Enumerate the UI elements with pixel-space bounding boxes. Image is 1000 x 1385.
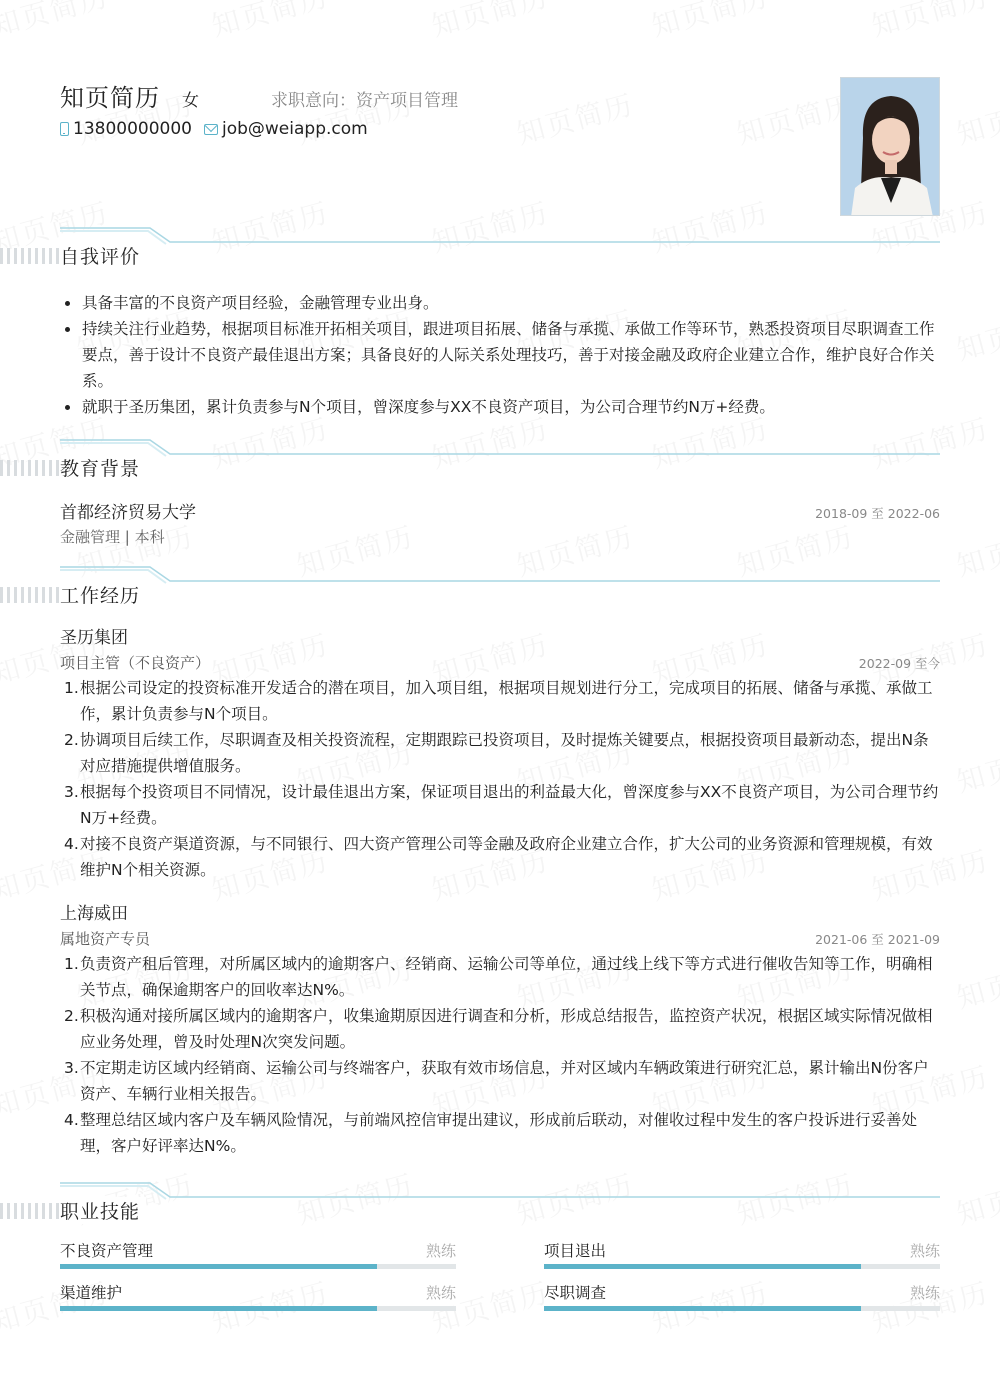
job-date: 2022-09 至今 xyxy=(858,656,940,671)
list-item: 2. 协调项目后续工作，尽职调查及相关投资流程，定期跟踪已投资项目，及时提炼关键要点，根据投资项目最新动态，提出N条对应措施提供增值服务。 xyxy=(64,731,929,775)
list-item: 就职于圣历集团，累计负责参与N个项目，曾深度参与XX不良资产项目，为公司合理节约N万+经费。 xyxy=(60,394,940,420)
list-item: 1. 根据公司设定的投资标准开发适合的潜在项目，加入项目组，根据项目规划进行分工，完成项目的拓展、储备与承揽、承做工作，累计负责参与N个项目。 xyxy=(64,679,933,723)
section-header xyxy=(60,565,940,615)
skill-bar-fill xyxy=(544,1264,861,1269)
job-role-row xyxy=(60,928,940,949)
job-intent: 求职意向：资产项目管理 xyxy=(271,91,458,111)
skill-bar xyxy=(60,1264,456,1269)
job-entry xyxy=(60,623,940,883)
section-title: 工作经历 xyxy=(60,581,146,608)
section-title: 自我评价 xyxy=(60,242,146,269)
education-row xyxy=(60,498,940,523)
list-item: 4. 对接不良资产渠道资源，与不同银行、四大资产管理公司等金融及政府企业建立合作，扩大公司的业务资源和管理规模，有效维护N个相关资源。 xyxy=(64,835,933,879)
section-header xyxy=(60,1181,940,1231)
list-item: 3. 不定期走访区域内经销商、运输公司与终端客户，获取有效市场信息，并对区域内车辆政策进行研究汇总，累计输出N份客户资产、车辆行业相关报告。 xyxy=(64,1059,929,1103)
education-section xyxy=(60,438,940,547)
section-title: 职业技能 xyxy=(60,1197,146,1224)
skill-item xyxy=(544,1239,940,1269)
list-item: 2. 积极沟通对接所属区域内的逾期客户，收集逾期原因进行调查和分析，形成总结报告，监控资产状况，根据区域实际情况做相应业务处理，曾及时处理N次突发问题。 xyxy=(64,1007,933,1051)
list-item: 3. 根据每个投资项目不同情况，设计最佳退出方案，保证项目退出的利益最大化，曾深度参与XX不良资产项目，为公司合理节约N万+经费。 xyxy=(64,783,939,827)
skill-bar-fill xyxy=(544,1306,861,1311)
list-item: 1. 负责资产租后管理，对所属区域内的逾期客户、经销商、运输公司等单位，通过线上线下等方式进行催收告知等工作，明确相关节点，确保逾期客户的回收率达N%。 xyxy=(64,955,933,999)
job-role: 属地资产专员 xyxy=(60,930,151,948)
job-role-row xyxy=(60,652,940,673)
list-item: 持续关注行业趋势，根据项目标准开拓相关项目，跟进项目拓展、储备与承揽、承做工作等环节，熟悉投资项目尽职调查工作要点，善于设计不良资产最佳退出方案；具备良好的人际关系处理技巧，善于对接金融及政府企业建立合作，维护良好合作关系。 xyxy=(60,316,940,394)
skill-bar-fill xyxy=(60,1306,377,1311)
skill-level: 熟练 xyxy=(425,1242,456,1260)
email-address: job@weiapp.com xyxy=(221,119,368,139)
job-duties xyxy=(60,951,940,1159)
self-eval-list xyxy=(60,290,940,420)
section-divider xyxy=(60,226,940,246)
phone-icon xyxy=(60,122,69,136)
skill-name: 渠道维护 xyxy=(60,1284,123,1302)
skill-bar-fill xyxy=(60,1264,377,1269)
skill-name: 尽职调查 xyxy=(544,1284,607,1302)
skill-level: 熟练 xyxy=(909,1242,940,1260)
skill-item xyxy=(544,1281,940,1311)
candidate-gender: 女 xyxy=(182,91,199,111)
skill-item xyxy=(60,1239,456,1269)
section-divider xyxy=(60,438,940,458)
skill-name: 项目退出 xyxy=(544,1242,607,1260)
skill-bar xyxy=(544,1264,940,1269)
skills-section xyxy=(60,1181,940,1323)
skill-item xyxy=(60,1281,456,1311)
education-date: 2018-09 至 2022-06 xyxy=(815,506,940,521)
self-evaluation-section xyxy=(60,226,940,420)
section-header xyxy=(60,438,940,488)
section-header xyxy=(60,226,940,276)
list-item: 4. 整理总结区域内客户及车辆风险情况，与前端风控信审提出建议，形成前后联动，对催收过程中发生的客户投诉进行妥善处理，客户好评率达N%。 xyxy=(64,1111,918,1155)
job-duties xyxy=(60,675,940,883)
avatar xyxy=(840,77,940,216)
job-date: 2021-06 至 2021-09 xyxy=(815,932,940,947)
education-major: 金融管理 | 本科 xyxy=(60,528,165,546)
contact-row xyxy=(60,119,940,139)
phone-contact xyxy=(60,119,192,139)
school-name: 首都经济贸易大学 xyxy=(60,503,196,523)
skill-level: 熟练 xyxy=(909,1284,940,1302)
avatar-portrait xyxy=(841,78,940,216)
skills-grid xyxy=(60,1239,940,1323)
name-row xyxy=(60,78,940,113)
section-divider xyxy=(60,565,940,585)
job-company: 圣历集团 xyxy=(60,628,128,648)
skill-bar xyxy=(60,1306,456,1311)
skill-level: 熟练 xyxy=(425,1284,456,1302)
resume-header xyxy=(60,0,940,200)
skill-bar xyxy=(544,1306,940,1311)
skill-name: 不良资产管理 xyxy=(60,1242,154,1260)
job-role: 项目主管（不良资产） xyxy=(60,654,211,672)
work-section xyxy=(60,565,940,1159)
list-item: 具备丰富的不良资产项目经验，金融管理专业出身。 xyxy=(60,290,940,316)
candidate-name: 知页简历 xyxy=(60,84,160,112)
section-title: 教育背景 xyxy=(60,454,146,481)
mail-icon xyxy=(204,124,218,135)
job-company: 上海威田 xyxy=(60,904,128,924)
phone-number: 13800000000 xyxy=(73,119,192,139)
email-contact xyxy=(204,119,368,139)
job-entry xyxy=(60,899,940,1159)
section-divider xyxy=(60,1181,940,1201)
